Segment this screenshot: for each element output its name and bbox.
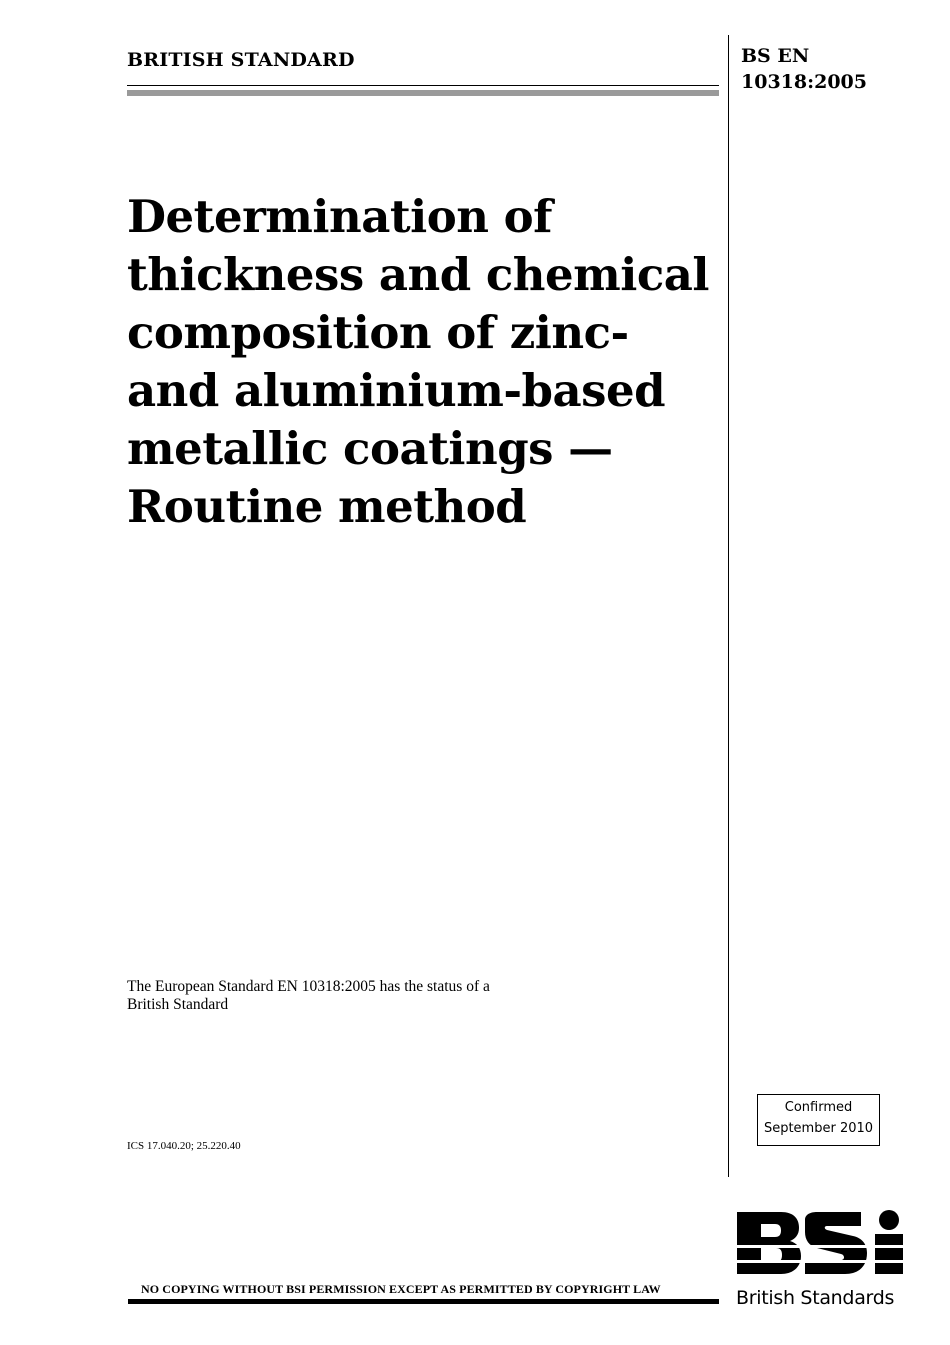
document-type-label: BRITISH STANDARD (127, 49, 355, 71)
ics-codes: ICS 17.040.20; 25.220.40 (127, 1140, 241, 1152)
standard-number: BS EN 10318:2005 (741, 45, 867, 93)
document-title: Determination of thickness and chemical composition of zinc- and aluminium-based metallic coatings — Routine method (127, 190, 709, 533)
confirmed-label: Confirmed (784, 1100, 853, 1115)
margin-divider (728, 35, 729, 1177)
footer-rule (128, 1299, 719, 1304)
copyright-notice: NO COPYING WITHOUT BSI PERMISSION EXCEPT AS PERMITTED BY COPYRIGHT LAW (141, 1282, 661, 1296)
confirmed-date: September 2010 (763, 1121, 874, 1136)
confirmed-badge (757, 1094, 880, 1146)
status-statement: The European Standard EN 10318:2005 has the status of a British Standard (127, 978, 490, 1013)
logo-caption: British Standards (736, 1287, 895, 1309)
header-rule-thin (127, 85, 719, 86)
header-rule-thick (127, 90, 719, 96)
